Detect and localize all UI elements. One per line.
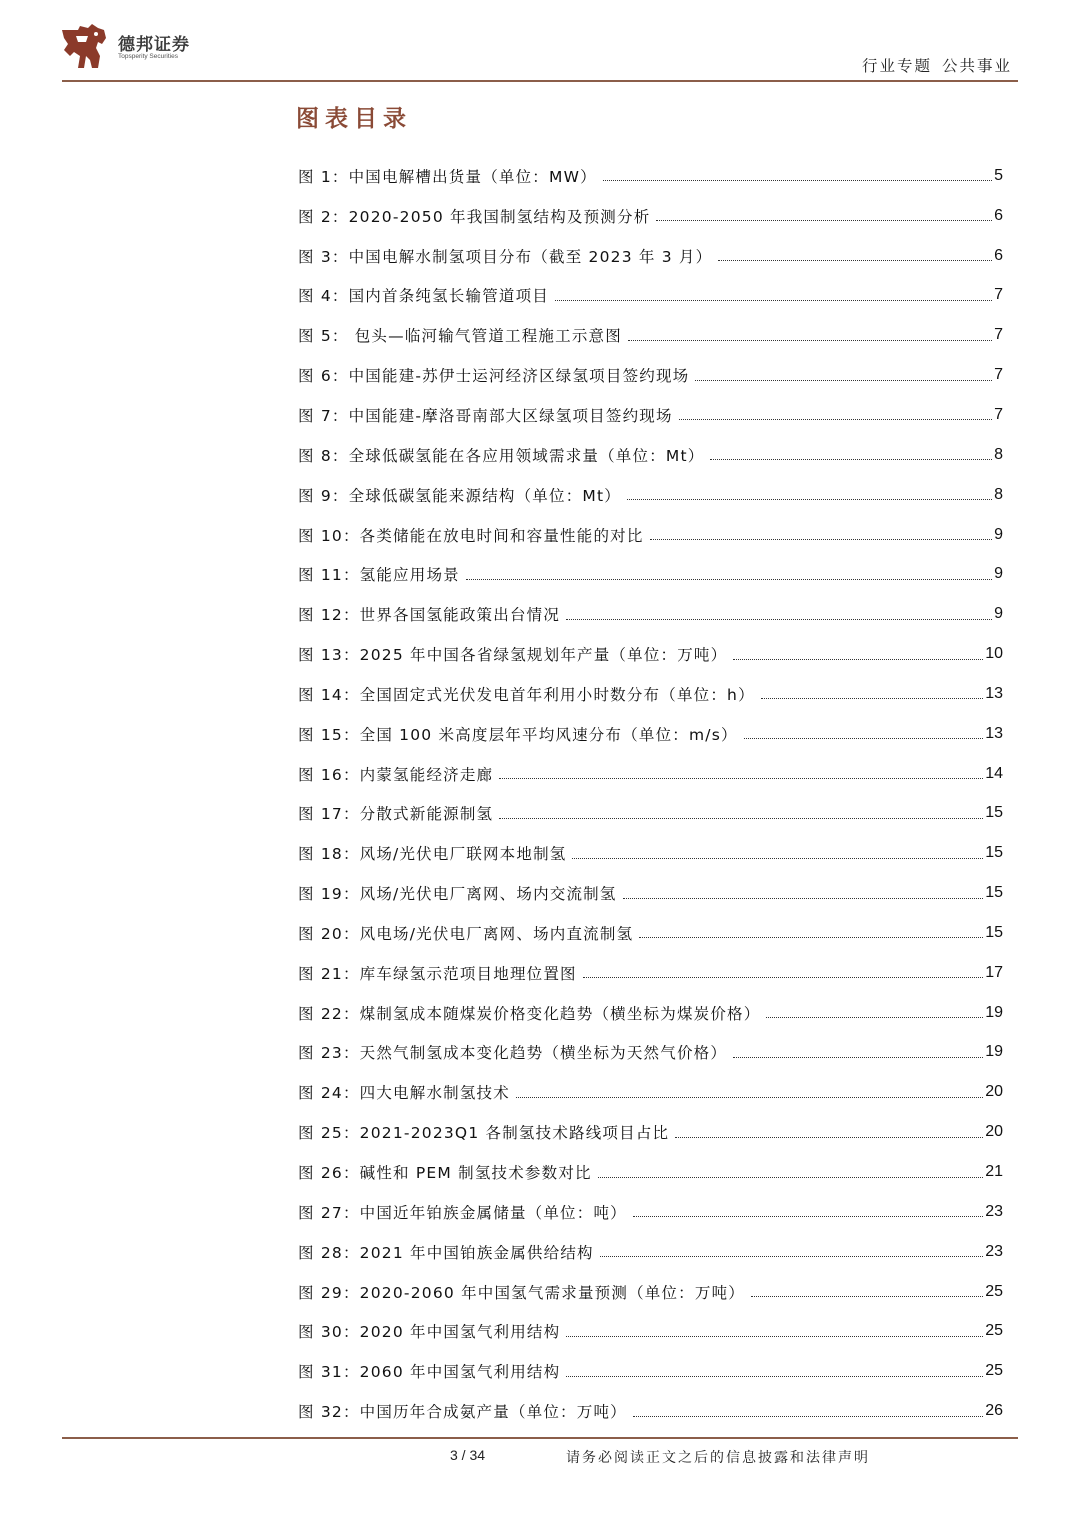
toc-entry-page: 6 bbox=[994, 246, 1003, 264]
dot-leader bbox=[679, 419, 992, 420]
toc-entry[interactable] bbox=[298, 1311, 1003, 1351]
toc-entry-label: 图 11：氢能应用场景 bbox=[298, 566, 460, 585]
dot-leader bbox=[466, 579, 992, 580]
toc-entry[interactable] bbox=[298, 355, 1003, 395]
toc-entry-label: 图 3：中国电解水制氢项目分布（截至 2023 年 3 月） bbox=[298, 247, 713, 266]
dot-leader bbox=[583, 977, 983, 978]
toc-entry[interactable] bbox=[298, 475, 1003, 515]
dot-leader bbox=[710, 459, 992, 460]
toc-entry[interactable] bbox=[298, 515, 1003, 555]
toc-entry[interactable] bbox=[298, 395, 1003, 435]
dot-leader bbox=[761, 698, 983, 699]
dot-leader bbox=[566, 1336, 983, 1337]
logo-english-name: Topsperity Securities bbox=[118, 53, 178, 60]
toc-entry[interactable] bbox=[298, 594, 1003, 634]
toc-entry[interactable] bbox=[298, 913, 1003, 953]
toc-entry[interactable] bbox=[298, 196, 1003, 236]
toc-entry[interactable] bbox=[298, 674, 1003, 714]
toc-entry-label: 图 22：煤制氢成本随煤炭价格变化趋势（横坐标为煤炭价格） bbox=[298, 1004, 761, 1023]
toc-entry[interactable] bbox=[298, 1033, 1003, 1073]
toc-entry-page: 8 bbox=[994, 485, 1003, 503]
header-divider bbox=[62, 80, 1018, 82]
toc-entry-page: 10 bbox=[985, 645, 1003, 663]
toc-entry-page: 23 bbox=[985, 1242, 1003, 1260]
toc-entry-label: 图 10：各类储能在放电时间和容量性能的对比 bbox=[298, 526, 644, 545]
dot-leader bbox=[600, 1256, 983, 1257]
toc-entry-label: 图 14：全国固定式光伏发电首年利用小时数分布（单位：h） bbox=[298, 685, 755, 704]
toc-entry[interactable] bbox=[298, 156, 1003, 196]
toc-entry[interactable] bbox=[298, 315, 1003, 355]
toc-entry-label: 图 31：2060 年中国氢气利用结构 bbox=[298, 1363, 561, 1382]
dot-leader bbox=[572, 858, 983, 859]
dot-leader bbox=[623, 898, 984, 899]
dot-leader bbox=[566, 1376, 983, 1377]
dot-leader bbox=[598, 1177, 983, 1178]
toc-entry-label: 图 28：2021 年中国铂族金属供给结构 bbox=[298, 1243, 594, 1262]
toc-entry-label: 图 23：天然气制氢成本变化趋势（横坐标为天然气价格） bbox=[298, 1044, 728, 1063]
dot-leader bbox=[650, 539, 993, 540]
toc-entry-label: 图 32：中国历年合成氨产量（单位：万吨） bbox=[298, 1403, 627, 1422]
toc-entry[interactable] bbox=[298, 1351, 1003, 1391]
dot-leader bbox=[718, 260, 992, 261]
toc-entry[interactable] bbox=[298, 873, 1003, 913]
toc-entry-page: 23 bbox=[985, 1202, 1003, 1220]
dot-leader bbox=[628, 340, 992, 341]
category-label: 行业专题 bbox=[861, 57, 932, 75]
toc-entry-page: 13 bbox=[985, 724, 1003, 742]
dot-leader bbox=[744, 738, 984, 739]
toc-entry-label: 图 18：风场/光伏电厂联网本地制氢 bbox=[298, 845, 567, 864]
toc-entry-page: 7 bbox=[994, 326, 1003, 344]
company-logo bbox=[58, 22, 218, 72]
toc-entry[interactable] bbox=[298, 1192, 1003, 1232]
toc-entry[interactable] bbox=[298, 236, 1003, 276]
toc-entry-page: 7 bbox=[994, 286, 1003, 304]
toc-entry-label: 图 24：四大电解水制氢技术 bbox=[298, 1084, 510, 1103]
toc-entry-page: 15 bbox=[985, 923, 1003, 941]
dot-leader bbox=[695, 380, 992, 381]
toc-entry-label: 图 13：2025 年中国各省绿氢规划年产量（单位：万吨） bbox=[298, 646, 728, 665]
toc-entry-page: 20 bbox=[985, 1083, 1003, 1101]
dot-leader bbox=[555, 300, 992, 301]
toc-entry-label: 图 19：风场/光伏电厂离网、场内交流制氢 bbox=[298, 885, 617, 904]
toc-entry-label: 图 20：风电场/光伏电厂离网、场内直流制氢 bbox=[298, 924, 634, 943]
toc-entry[interactable] bbox=[298, 554, 1003, 594]
dot-leader bbox=[633, 1416, 983, 1417]
toc-entry-page: 20 bbox=[985, 1123, 1003, 1141]
toc-entry-page: 9 bbox=[994, 565, 1003, 583]
toc-entry-page: 13 bbox=[985, 684, 1003, 702]
toc-entry-label: 图 21：库车绿氢示范项目地理位置图 bbox=[298, 964, 577, 983]
tiger-logo-icon bbox=[58, 22, 110, 72]
toc-entry-page: 19 bbox=[985, 1003, 1003, 1021]
disclaimer-note: 请务必阅读正文之后的信息披露和法律声明 bbox=[566, 1450, 870, 1466]
toc-entry-label: 图 26：碱性和 PEM 制氢技术参数对比 bbox=[298, 1164, 592, 1183]
toc-entry-page: 25 bbox=[985, 1282, 1003, 1300]
toc-entry[interactable] bbox=[298, 435, 1003, 475]
toc-entry[interactable] bbox=[298, 1152, 1003, 1192]
sector-label: 公共事业 bbox=[941, 57, 1012, 75]
toc-entry[interactable] bbox=[298, 714, 1003, 754]
toc-entry-page: 7 bbox=[994, 366, 1003, 384]
toc-entry-label: 图 17：分散式新能源制氢 bbox=[298, 805, 494, 824]
toc-entry-page: 5 bbox=[994, 166, 1003, 184]
toc-entry-label: 图 16：内蒙氢能经济走廊 bbox=[298, 765, 494, 784]
dot-leader bbox=[733, 1057, 983, 1058]
toc-entry-label: 图 2：2020-2050 年我国制氢结构及预测分析 bbox=[298, 207, 651, 226]
toc-entry-page: 9 bbox=[994, 525, 1003, 543]
dot-leader bbox=[566, 619, 992, 620]
dot-leader bbox=[499, 818, 983, 819]
toc-entry[interactable] bbox=[298, 1112, 1003, 1152]
toc-entry[interactable] bbox=[298, 794, 1003, 834]
toc-entry[interactable] bbox=[298, 634, 1003, 674]
toc-entry-page: 9 bbox=[994, 605, 1003, 623]
dot-leader bbox=[633, 1216, 983, 1217]
dot-leader bbox=[603, 180, 992, 181]
toc-entry-label: 图 4：国内首条纯氢长输管道项目 bbox=[298, 287, 549, 306]
toc-entry-page: 25 bbox=[985, 1322, 1003, 1340]
toc-entry-page: 15 bbox=[985, 884, 1003, 902]
toc-entry-label: 图 5： 包头—临河输气管道工程施工示意图 bbox=[298, 327, 622, 346]
toc-entry[interactable] bbox=[298, 833, 1003, 873]
dot-leader bbox=[627, 499, 992, 500]
dot-leader bbox=[766, 1017, 983, 1018]
toc-entry-page: 8 bbox=[994, 445, 1003, 463]
dot-leader bbox=[675, 1137, 983, 1138]
toc-entry-label: 图 25：2021-2023Q1 各制氢技术路线项目占比 bbox=[298, 1124, 670, 1143]
toc-entry-page: 25 bbox=[985, 1362, 1003, 1380]
toc-entry-page: 15 bbox=[985, 844, 1003, 862]
toc-entry-label: 图 6：中国能建-苏伊士运河经济区绿氢项目签约现场 bbox=[298, 367, 690, 386]
page-title: 图表目录 bbox=[296, 106, 412, 132]
report-category bbox=[862, 54, 1012, 76]
toc-entry[interactable] bbox=[298, 1072, 1003, 1112]
toc-entry-label: 图 15：全国 100 米高度层年平均风速分布（单位：m/s） bbox=[298, 725, 738, 744]
toc-entry-label: 图 9：全球低碳氢能来源结构（单位：Mt） bbox=[298, 486, 621, 505]
toc-entry[interactable] bbox=[298, 1232, 1003, 1272]
toc-entry-label: 图 8：全球低碳氢能在各应用领域需求量（单位：Mt） bbox=[298, 446, 705, 465]
dot-leader bbox=[733, 659, 983, 660]
toc-entry[interactable] bbox=[298, 1272, 1003, 1312]
toc-entry-page: 6 bbox=[994, 206, 1003, 224]
toc-entry-label: 图 29：2020-2060 年中国氢气需求量预测（单位：万吨） bbox=[298, 1283, 745, 1302]
toc-entry-page: 14 bbox=[985, 764, 1003, 782]
dot-leader bbox=[656, 220, 992, 221]
figure-list bbox=[298, 156, 1003, 1431]
dot-leader bbox=[516, 1097, 983, 1098]
toc-entry-page: 15 bbox=[985, 804, 1003, 822]
toc-entry-label: 图 12：世界各国氢能政策出台情况 bbox=[298, 606, 561, 625]
page-number: 3 / 34 bbox=[450, 1447, 486, 1463]
toc-entry-page: 21 bbox=[985, 1163, 1003, 1181]
toc-entry[interactable] bbox=[298, 754, 1003, 794]
toc-entry-label: 图 1：中国电解槽出货量（单位：MW） bbox=[298, 167, 597, 186]
toc-entry-label: 图 27：中国近年铂族金属储量（单位：吨） bbox=[298, 1203, 627, 1222]
dot-leader bbox=[751, 1296, 983, 1297]
toc-entry-page: 19 bbox=[985, 1043, 1003, 1061]
toc-entry-label: 图 7：中国能建-摩洛哥南部大区绿氢项目签约现场 bbox=[298, 406, 673, 425]
toc-entry-label: 图 30：2020 年中国氢气利用结构 bbox=[298, 1323, 561, 1342]
dot-leader bbox=[499, 778, 983, 779]
toc-entry[interactable] bbox=[298, 276, 1003, 316]
toc-entry[interactable] bbox=[298, 1391, 1003, 1431]
footer-divider bbox=[62, 1437, 1018, 1439]
logo-chinese-name: 德邦证券 bbox=[118, 35, 190, 55]
toc-entry-page: 7 bbox=[994, 405, 1003, 423]
toc-entry-page: 26 bbox=[985, 1402, 1003, 1420]
toc-entry[interactable] bbox=[298, 953, 1003, 993]
toc-entry[interactable] bbox=[298, 993, 1003, 1033]
toc-entry-page: 17 bbox=[985, 963, 1003, 981]
dot-leader bbox=[639, 937, 983, 938]
